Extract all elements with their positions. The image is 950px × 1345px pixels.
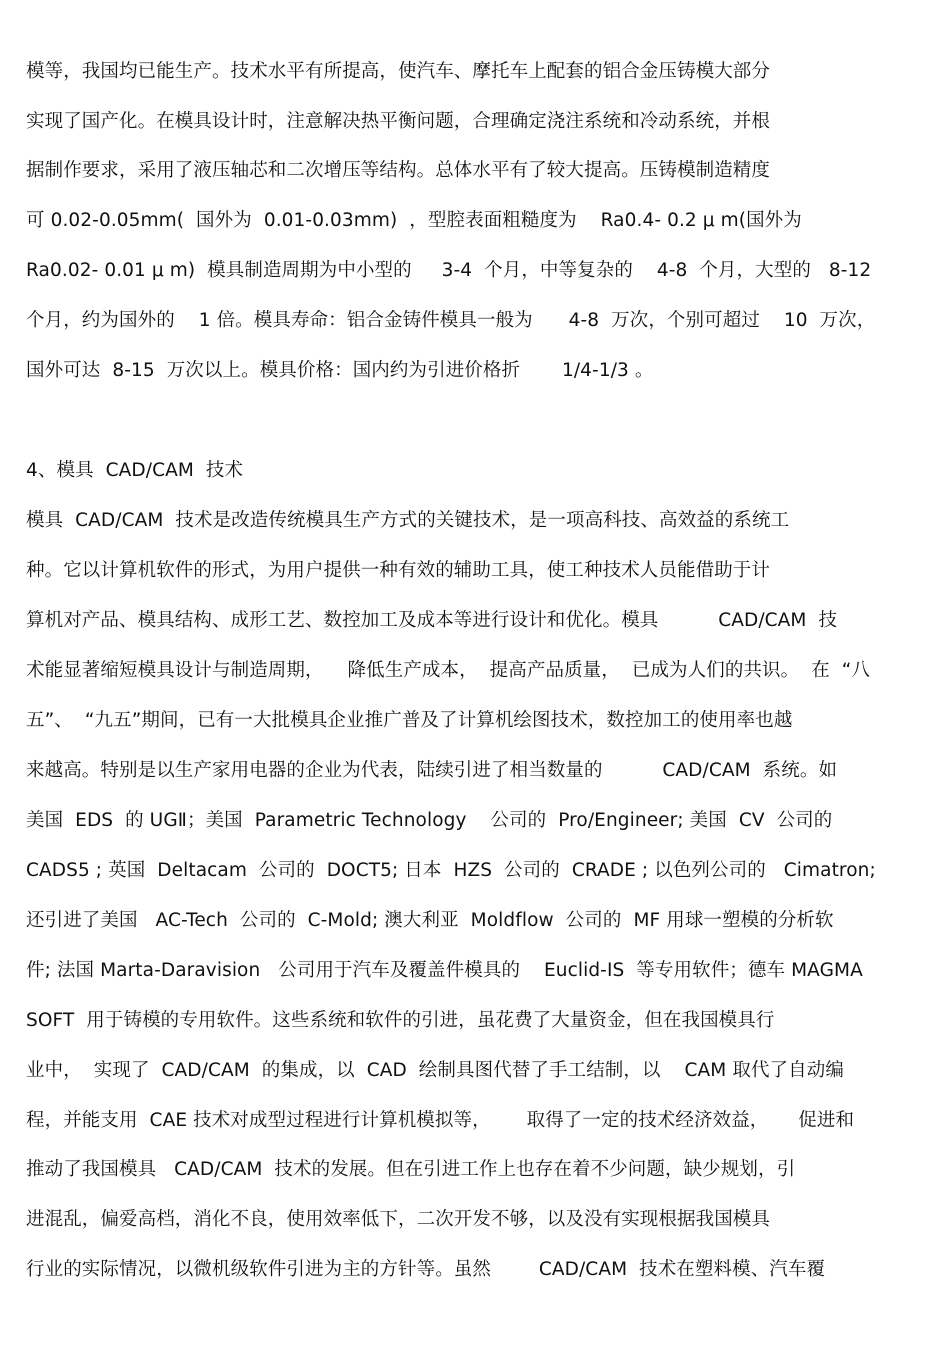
text-line: 五”、 “九五”期间，已有一大批模具企业推广普及了计算机绘图技术，数控加工的使用率也越	[26, 710, 793, 731]
text-line: 还引进了美国 AC-Tech 公司的 C-Mold; 澳大利亚 Moldflow 公司的 MF 用球一塑模的分析软	[26, 910, 834, 931]
text-line: CADS5 ; 英国 Deltacam 公司的 DOCT5; 日本 HZS 公司的 CRADE ; 以色列公司的 Cimatron;	[26, 860, 876, 881]
text-line: 美国 EDS 的 UGⅡ；美国 Parametric Technology 公司的 Pro/Engineer; 美国 CV 公司的	[26, 810, 833, 831]
text-line: 个月，约为国外的 1 倍。模具寿命：铝合金铸件模具一般为 4-8 万次，个别可超过 10 万次，	[26, 310, 876, 331]
text-line: 件; 法国 Marta-Daravision 公司用于汽车及覆盖件模具的 Euclid-IS 等专用软件；德车 MAGMA	[26, 960, 863, 981]
text-line: 实现了国产化。在模具设计时，注意解决热平衡问题，合理确定浇注系统和冷动系统，并根	[26, 111, 771, 132]
text-line: 模具 CAD/CAM 技术是改造传统模具生产方式的关键技术，是一项高科技、高效益的系统工	[26, 510, 790, 531]
text-line: 来越高。特别是以生产家用电器的企业为代表，陆续引进了相当数量的 CAD/CAM 系统。如	[26, 760, 838, 781]
text-line: 推动了我国模具 CAD/CAM 技术的发展。但在引进工作上也存在着不少问题，缺少规划，引	[26, 1159, 796, 1180]
text-line: 可 0.02-0.05mm( 国外为 0.01-0.03mm) ，型腔表面粗糙度为 Ra0.4- 0.2 μ m(国外为	[26, 210, 802, 231]
text-line: 国外可达 8-15 万次以上。模具价格：国内约为引进价格折 1/4-1/3 。	[26, 360, 654, 381]
text-line: 据制作要求，采用了液压轴芯和二次增压等结构。总体水平有了较大提高。压铸模制造精度	[26, 160, 771, 181]
text-line: Ra0.02- 0.01 μ m) 模具制造周期为中小型的 3-4 个月，中等复杂的 4-8 个月，大型的 8-12	[26, 260, 872, 281]
text-line: 算机对产品、模具结构、成形工艺、数控加工及成本等进行设计和优化。模具 CAD/CAM 技	[26, 610, 838, 631]
text-line: 业中， 实现了 CAD/CAM 的集成，以 CAD 绘制具图代替了手工结制，以 CAM 取代了自动编	[26, 1060, 844, 1081]
section-heading: 4、模具 CAD/CAM 技术	[26, 460, 244, 481]
text-line: SOFT 用于铸模的专用软件。这些系统和软件的引进，虽花费了大量资金，但在我国模具行	[26, 1010, 775, 1031]
text-line: 术能显著缩短模具设计与制造周期， 降低生产成本， 提高产品质量， 已成为人们的共识。 在 “八	[26, 660, 871, 681]
text-line: 程，并能支用 CAE 技术对成型过程进行计算机模拟等， 取得了一定的技术经济效益， 促进和	[26, 1110, 855, 1131]
text-line: 种。它以计算机软件的形式，为用户提供一种有效的辅助工具，使工种技术人员能借助于计	[26, 560, 771, 581]
text-line: 模等，我国均已能生产。技术水平有所提高，使汽车、摩托车上配套的铝合金压铸模大部分	[26, 61, 771, 82]
text-line: 行业的实际情况，以微机级软件引进为主的方针等。虽然 CAD/CAM 技术在塑料模、汽车覆	[26, 1259, 826, 1280]
text-line: 进混乱，偏爱高档，消化不良，使用效率低下，二次开发不够，以及没有实现根据我国模具	[26, 1209, 771, 1230]
